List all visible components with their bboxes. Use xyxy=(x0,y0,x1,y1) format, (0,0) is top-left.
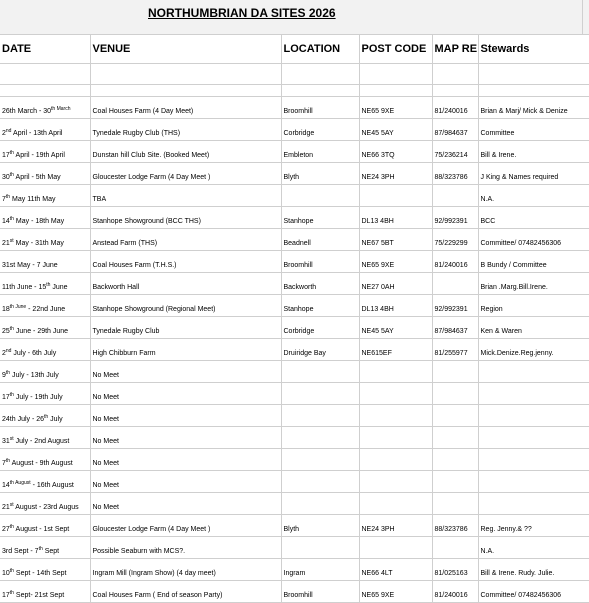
table-row xyxy=(0,427,589,449)
date-superscript: th June xyxy=(9,304,27,310)
postcode-cell[interactable]: NE24 3PH xyxy=(359,163,432,185)
date-text-tail: July - 2nd August xyxy=(13,438,70,445)
date-superscript: st xyxy=(9,502,14,508)
location-cell[interactable] xyxy=(281,383,359,405)
date-cell[interactable] xyxy=(0,581,90,603)
mapref-cell[interactable] xyxy=(432,185,478,207)
stewards-cell[interactable] xyxy=(478,493,589,515)
date-text-tail: Sept - 14th Sept xyxy=(13,570,67,577)
stewards-cell[interactable]: Brian & Marj/ Mick & Denize xyxy=(478,97,589,119)
cell[interactable] xyxy=(478,64,589,85)
postcode-cell[interactable]: NE66 4LT xyxy=(359,559,432,581)
stewards-cell[interactable] xyxy=(478,383,589,405)
date-text-tail: April - 5th May xyxy=(13,174,61,181)
date-text-tail: April - 13th April xyxy=(11,130,63,137)
table-row xyxy=(0,537,589,559)
date-superscript: st xyxy=(9,436,14,442)
date-text: 18 xyxy=(2,306,10,313)
mapref-cell[interactable] xyxy=(432,537,478,559)
date-text: 31 xyxy=(2,438,10,445)
postcode-cell[interactable] xyxy=(359,185,432,207)
venue-cell[interactable]: Coal Houses Farm (4 Day Meet) xyxy=(90,97,281,119)
stewards-cell[interactable]: N.A. xyxy=(478,185,589,207)
date-cell[interactable] xyxy=(0,251,90,273)
venue-cell[interactable]: Stanhope Showground (Regional Meet) xyxy=(90,295,281,317)
stewards-cell[interactable] xyxy=(478,427,589,449)
date-cell[interactable] xyxy=(0,119,90,141)
date-text-tail: Sept- 21st Sept xyxy=(13,592,65,599)
venue-cell[interactable]: No Meet xyxy=(90,405,281,427)
stewards-cell[interactable]: Bill & Irene. xyxy=(478,141,589,163)
stewards-cell[interactable] xyxy=(478,471,589,493)
table-row xyxy=(0,119,589,141)
date-cell[interactable] xyxy=(0,207,90,229)
table-row xyxy=(0,141,589,163)
table-row xyxy=(0,405,589,427)
date-cell[interactable] xyxy=(0,185,90,207)
date-text: 2 xyxy=(2,130,6,137)
mapref-cell[interactable]: 88/323786 xyxy=(432,163,478,185)
location-cell[interactable]: Backworth xyxy=(281,273,359,295)
header-location[interactable]: LOCATION xyxy=(281,35,359,64)
table-row xyxy=(0,317,589,339)
date-text: 9 xyxy=(2,372,6,379)
table-row xyxy=(0,515,589,537)
date-text-tail: - 16th August xyxy=(30,482,74,489)
date-superscript: th xyxy=(5,458,11,464)
venue-cell[interactable]: Backworth Hall xyxy=(90,273,281,295)
stewards-cell[interactable] xyxy=(478,405,589,427)
location-cell[interactable]: Blyth xyxy=(281,163,359,185)
table-row xyxy=(0,229,589,251)
date-text-tail: July xyxy=(48,416,63,423)
venue-cell[interactable]: No Meet xyxy=(90,449,281,471)
table-row xyxy=(0,559,589,581)
location-cell[interactable] xyxy=(281,405,359,427)
date-text-tail: Sept xyxy=(42,548,60,555)
date-text: 7 xyxy=(2,196,6,203)
mapref-cell[interactable] xyxy=(432,471,478,493)
postcode-cell[interactable]: NE615EF xyxy=(359,339,432,361)
venue-cell[interactable]: Tynedale Rugby Club (THS) xyxy=(90,119,281,141)
cell[interactable] xyxy=(281,64,359,85)
date-superscript: th August xyxy=(9,480,31,486)
stewards-cell[interactable]: Region xyxy=(478,295,589,317)
venue-cell[interactable]: Anstead Farm (THS) xyxy=(90,229,281,251)
stewards-cell[interactable]: Brian .Marg.Bill.Irene. xyxy=(478,273,589,295)
date-text: 27 xyxy=(2,526,10,533)
date-text-tail: August - 23rd Augus xyxy=(13,504,79,511)
venue-cell[interactable]: High Chibburn Farm xyxy=(90,339,281,361)
venue-cell[interactable]: Tynedale Rugby Club xyxy=(90,317,281,339)
table-row xyxy=(0,449,589,471)
blank-row xyxy=(0,64,589,85)
venue-cell[interactable]: No Meet xyxy=(90,383,281,405)
mapref-cell[interactable] xyxy=(432,493,478,515)
table-row xyxy=(0,339,589,361)
date-text: 17 xyxy=(2,152,10,159)
date-text-tail: May - 31th May xyxy=(13,240,64,247)
header-date[interactable]: DATE xyxy=(0,35,90,64)
venue-cell[interactable]: Gloucester Lodge Farm (4 Day Meet ) xyxy=(90,515,281,537)
postcode-cell[interactable] xyxy=(359,493,432,515)
date-cell[interactable] xyxy=(0,317,90,339)
postcode-cell[interactable]: NE45 5AY xyxy=(359,119,432,141)
location-cell[interactable] xyxy=(281,361,359,383)
location-cell[interactable]: Stanhope xyxy=(281,295,359,317)
stewards-cell[interactable]: J King & Names required xyxy=(478,163,589,185)
venue-cell[interactable]: No Meet xyxy=(90,493,281,515)
date-superscript: th xyxy=(38,546,43,552)
date-cell[interactable] xyxy=(0,537,90,559)
cell[interactable] xyxy=(90,64,281,85)
title-row xyxy=(0,0,589,35)
postcode-cell[interactable] xyxy=(359,427,432,449)
date-superscript: st xyxy=(9,238,14,244)
venue-cell[interactable]: Dunstan hill Club Site. (Booked Meet) xyxy=(90,141,281,163)
postcode-cell[interactable]: NE66 3TQ xyxy=(359,141,432,163)
location-cell[interactable]: Broomhill xyxy=(281,581,359,603)
table-row xyxy=(0,383,589,405)
cell[interactable] xyxy=(359,85,432,97)
stewards-cell[interactable]: Bill & Irene. Rudy. Julie. xyxy=(478,559,589,581)
stewards-cell[interactable]: Mick.Denize.Reg.jenny. xyxy=(478,339,589,361)
date-cell[interactable] xyxy=(0,141,90,163)
date-text-tail: May 11th May xyxy=(10,196,56,203)
date-superscript: th March xyxy=(51,106,71,112)
stewards-cell[interactable] xyxy=(478,449,589,471)
date-cell[interactable] xyxy=(0,449,90,471)
header-stewards[interactable]: Stewards xyxy=(478,35,589,64)
date-superscript: nd xyxy=(5,348,12,354)
cell[interactable] xyxy=(478,85,589,97)
location-cell[interactable] xyxy=(281,185,359,207)
date-text: 31st May - 7 June xyxy=(2,262,58,269)
date-text-tail: July - 6th July xyxy=(11,350,57,357)
location-cell[interactable] xyxy=(281,471,359,493)
venue-cell[interactable]: Ingram Mill (Ingram Show) (4 day meet) xyxy=(90,559,281,581)
location-cell[interactable] xyxy=(281,427,359,449)
date-cell[interactable] xyxy=(0,427,90,449)
header-mapref[interactable]: MAP RE xyxy=(432,35,478,64)
header-row xyxy=(0,35,589,64)
stewards-cell[interactable]: N.A. xyxy=(478,537,589,559)
mapref-cell[interactable]: 81/255977 xyxy=(432,339,478,361)
location-cell[interactable]: Broomhill xyxy=(281,97,359,119)
venue-cell[interactable]: Possible Seaburn with MCS?. xyxy=(90,537,281,559)
date-superscript: th xyxy=(46,282,51,288)
location-cell[interactable] xyxy=(281,493,359,515)
date-text: 11th June - 15 xyxy=(2,284,47,291)
date-text: 17 xyxy=(2,592,10,599)
date-cell[interactable] xyxy=(0,515,90,537)
mapref-cell[interactable]: 75/229299 xyxy=(432,229,478,251)
table-row xyxy=(0,273,589,295)
blank-row xyxy=(0,85,589,97)
postcode-cell[interactable]: DL13 4BH xyxy=(359,295,432,317)
postcode-cell[interactable]: DL13 4BH xyxy=(359,207,432,229)
date-superscript: th xyxy=(44,414,49,420)
stewards-cell[interactable]: Reg. Jenny.& ?? xyxy=(478,515,589,537)
mapref-cell[interactable]: 87/984637 xyxy=(432,317,478,339)
date-superscript: th xyxy=(9,392,14,398)
mapref-cell[interactable] xyxy=(432,273,478,295)
header-postcode[interactable]: POST CODE xyxy=(359,35,432,64)
postcode-cell[interactable] xyxy=(359,537,432,559)
stewards-cell[interactable] xyxy=(478,361,589,383)
date-cell[interactable] xyxy=(0,97,90,119)
date-cell[interactable] xyxy=(0,229,90,251)
location-cell[interactable]: Corbridge xyxy=(281,119,359,141)
stewards-cell[interactable]: Ken & Waren xyxy=(478,317,589,339)
table-row xyxy=(0,471,589,493)
postcode-cell[interactable]: NE67 5BT xyxy=(359,229,432,251)
postcode-cell[interactable] xyxy=(359,405,432,427)
date-text: 21 xyxy=(2,504,10,511)
venue-cell[interactable]: Gloucester Lodge Farm (4 Day Meet ) xyxy=(90,163,281,185)
mapref-cell[interactable]: 81/240016 xyxy=(432,581,478,603)
postcode-cell[interactable] xyxy=(359,471,432,493)
location-cell[interactable] xyxy=(281,537,359,559)
date-text: 17 xyxy=(2,394,10,401)
date-text: 2 xyxy=(2,350,6,357)
title-cell-right xyxy=(582,0,589,34)
table-row xyxy=(0,493,589,515)
date-cell[interactable] xyxy=(0,405,90,427)
location-cell[interactable]: Broomhill xyxy=(281,251,359,273)
location-cell[interactable]: Stanhope xyxy=(281,207,359,229)
venue-cell[interactable]: No Meet xyxy=(90,361,281,383)
mapref-cell[interactable] xyxy=(432,405,478,427)
mapref-cell[interactable]: 81/240016 xyxy=(432,97,478,119)
stewards-cell[interactable]: Committee/ 07482456306 xyxy=(478,581,589,603)
date-text-tail: - 22nd June xyxy=(26,306,66,313)
cell[interactable] xyxy=(432,85,478,97)
mapref-cell[interactable]: 88/323786 xyxy=(432,515,478,537)
table-row xyxy=(0,163,589,185)
table-row xyxy=(0,295,589,317)
postcode-cell[interactable] xyxy=(359,449,432,471)
date-text-tail: May - 18th May xyxy=(13,218,65,225)
cell[interactable] xyxy=(0,85,90,97)
postcode-cell[interactable]: NE65 9XE xyxy=(359,251,432,273)
sheet-title: NORTHUMBRIAN DA SITES 2026 xyxy=(148,6,336,20)
mapref-cell[interactable]: 92/992391 xyxy=(432,295,478,317)
date-superscript: th xyxy=(5,194,11,200)
date-superscript: th xyxy=(9,590,14,596)
date-text-tail: August - 9th August xyxy=(10,460,73,467)
table-row xyxy=(0,251,589,273)
venue-cell[interactable]: Stanhope Showground (BCC THS) xyxy=(90,207,281,229)
table-row xyxy=(0,581,589,603)
postcode-cell[interactable]: NE45 5AY xyxy=(359,317,432,339)
venue-cell[interactable]: No Meet xyxy=(90,471,281,493)
sites-table xyxy=(0,34,589,603)
mapref-cell[interactable] xyxy=(432,383,478,405)
venue-cell[interactable]: Coal Houses Farm ( End of season Party) xyxy=(90,581,281,603)
stewards-cell[interactable]: B Bundy / Committee xyxy=(478,251,589,273)
location-cell[interactable]: Corbridge xyxy=(281,317,359,339)
date-cell[interactable] xyxy=(0,471,90,493)
location-cell[interactable]: Embleton xyxy=(281,141,359,163)
header-venue[interactable]: VENUE xyxy=(90,35,281,64)
date-text-tail: April - 19th April xyxy=(13,152,65,159)
stewards-cell[interactable]: Committee xyxy=(478,119,589,141)
date-text: 25 xyxy=(2,328,10,335)
date-text-tail: July - 13th July xyxy=(10,372,59,379)
cell[interactable] xyxy=(90,85,281,97)
venue-cell[interactable]: TBA xyxy=(90,185,281,207)
date-text: 7 xyxy=(2,460,6,467)
date-superscript: th xyxy=(9,150,14,156)
postcode-cell[interactable]: NE65 9XE xyxy=(359,581,432,603)
date-superscript: th xyxy=(9,216,14,222)
date-text: 14 xyxy=(2,218,10,225)
date-text-tail: July - 19th July xyxy=(13,394,63,401)
date-text: 26th March - 30 xyxy=(2,108,52,115)
table-row xyxy=(0,185,589,207)
date-superscript: nd xyxy=(5,128,12,134)
date-cell[interactable] xyxy=(0,295,90,317)
location-cell[interactable]: Beadnell xyxy=(281,229,359,251)
table-row xyxy=(0,361,589,383)
venue-cell[interactable]: No Meet xyxy=(90,427,281,449)
date-text: 21 xyxy=(2,240,10,247)
date-cell[interactable] xyxy=(0,559,90,581)
date-cell[interactable] xyxy=(0,383,90,405)
cell[interactable] xyxy=(432,64,478,85)
date-superscript: th xyxy=(5,370,11,376)
mapref-cell[interactable]: 87/984637 xyxy=(432,119,478,141)
date-text: 24th July - 26 xyxy=(2,416,45,423)
venue-cell[interactable]: Coal Houses Farm (T.H.S.) xyxy=(90,251,281,273)
stewards-cell[interactable]: BCC xyxy=(478,207,589,229)
postcode-cell[interactable] xyxy=(359,383,432,405)
date-text: 30 xyxy=(2,174,10,181)
table-row xyxy=(0,97,589,119)
postcode-cell[interactable] xyxy=(359,361,432,383)
location-cell[interactable] xyxy=(281,449,359,471)
postcode-cell[interactable]: NE24 3PH xyxy=(359,515,432,537)
cell[interactable] xyxy=(0,64,90,85)
location-cell[interactable]: Ingram xyxy=(281,559,359,581)
cell[interactable] xyxy=(281,85,359,97)
date-cell[interactable] xyxy=(0,273,90,295)
mapref-cell[interactable] xyxy=(432,361,478,383)
mapref-cell[interactable]: 92/992391 xyxy=(432,207,478,229)
cell[interactable] xyxy=(359,64,432,85)
date-superscript: th xyxy=(9,326,14,332)
date-text: 3rd Sept - 7 xyxy=(2,548,39,555)
date-text-tail: August - 1st Sept xyxy=(13,526,70,533)
table-row xyxy=(0,207,589,229)
date-text: 10 xyxy=(2,570,10,577)
mapref-cell[interactable] xyxy=(432,449,478,471)
date-text-tail: June - 29th June xyxy=(13,328,69,335)
mapref-cell[interactable]: 75/236214 xyxy=(432,141,478,163)
stewards-cell[interactable]: Committee/ 07482456306 xyxy=(478,229,589,251)
date-cell[interactable] xyxy=(0,339,90,361)
postcode-cell[interactable]: NE65 9XE xyxy=(359,97,432,119)
location-cell[interactable]: Blyth xyxy=(281,515,359,537)
mapref-cell[interactable]: 81/240016 xyxy=(432,251,478,273)
location-cell[interactable]: Druiridge Bay xyxy=(281,339,359,361)
date-text-tail: June xyxy=(50,284,68,291)
date-text: 14 xyxy=(2,482,10,489)
mapref-cell[interactable] xyxy=(432,427,478,449)
postcode-cell[interactable]: NE27 0AH xyxy=(359,273,432,295)
date-cell[interactable] xyxy=(0,493,90,515)
date-cell[interactable] xyxy=(0,361,90,383)
date-cell[interactable] xyxy=(0,163,90,185)
mapref-cell[interactable]: 81/025163 xyxy=(432,559,478,581)
date-superscript: th xyxy=(9,524,14,530)
date-superscript: th xyxy=(9,568,14,574)
date-superscript: th xyxy=(9,172,14,178)
